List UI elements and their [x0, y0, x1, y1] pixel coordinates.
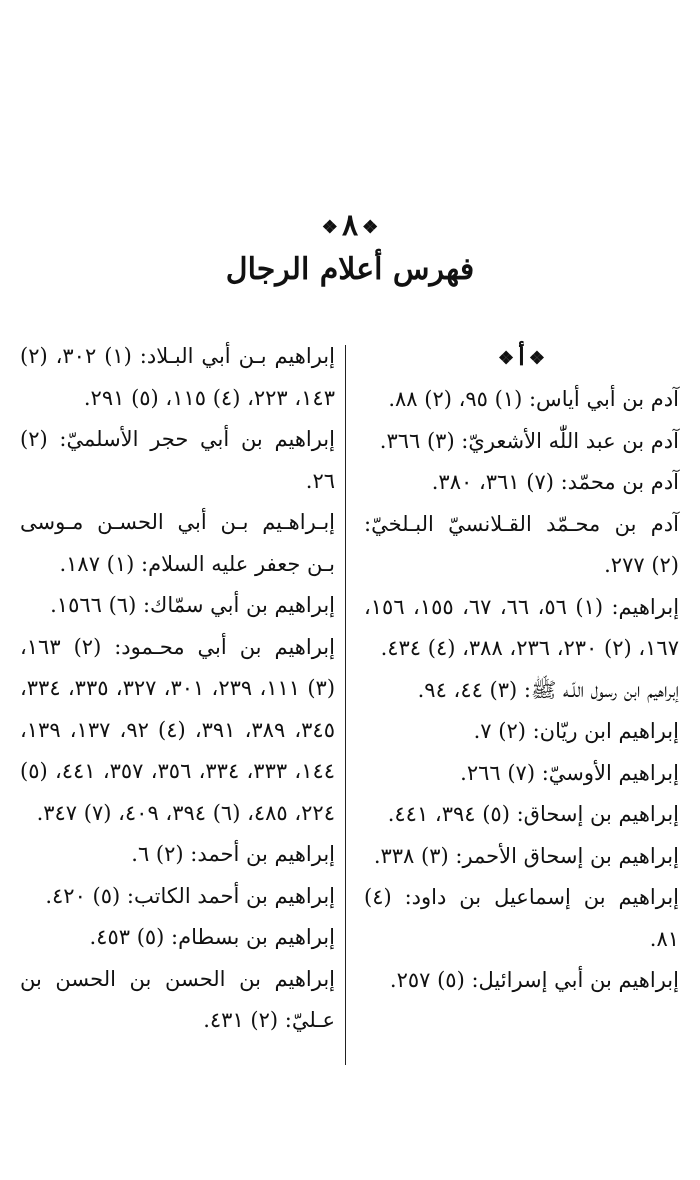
index-entry: إبراهيم بـن أبي البـلاد: (١) ٣٠٢، (٢) ١٤٣، ٢٢٣، (٤) ١١٥، (٥) ٢٩١. [20, 344, 335, 410]
column-divider [345, 345, 346, 1065]
section-letter: أ [518, 342, 525, 371]
index-entry: إبراهيم بن بسطام: (٥) ٤٥٣. [89, 925, 335, 949]
index-entry: آدم بن محـمّد القـلانسيّ البـلخيّ: (٢) ٢٧٧. [364, 511, 679, 578]
index-entry: إبـراهـيم بـن أبي الحسـن مـوسى بـن جعفر عليه السلام: (١) ١٨٧. [20, 510, 335, 576]
index-column-right [364, 336, 679, 1002]
index-entry: آدم بن عبد اللّٰه الأشعريّ: (٣) ٣٦٦. [379, 428, 679, 453]
index-entry: إبراهيم بن أبي سمّاك: (٦) ١٥٦٦. [50, 593, 335, 617]
ornament-icon: ❖ [362, 216, 379, 238]
ornament-icon: ❖ [498, 347, 515, 369]
index-entry: إبراهيم بن أحمد: (٢) ٦. [131, 842, 335, 866]
index-entry: آدم بن محمّد: (٧) ٣٦١، ٣٨٠. [431, 470, 679, 495]
index-entry: إبراهيم بن إسماعيل بن داود: (٤) ٨١. [364, 885, 679, 951]
index-entry: إبراهيم بن أحمد الكاتب: (٥) ٤٢٠. [45, 883, 335, 908]
index-entry: إبراهيم بن الحسن بن الحسن بن عـليّ: (٢) ٤٣١. [20, 966, 335, 1032]
ornament-icon: ❖ [528, 347, 545, 369]
ornament-icon: ❖ [321, 216, 338, 238]
index-entry: إبراهيم ابن رسول اللّـه ﷺ: (٣) ٤٤، ٩٤. [417, 677, 679, 702]
index-entry: إبراهيم بن أبي إسرائيل: (٥) ٢٥٧. [389, 968, 679, 993]
index-column-left [20, 336, 335, 1042]
index-entry: إبراهيم بن إسحاق: (٥) ٣٩٤، ٤٤١. [387, 802, 679, 827]
page-number-value: ٨ [341, 208, 359, 243]
index-entry: آدم بن أبي أياس: (١) ٩٥، (٢) ٨٨. [388, 387, 679, 412]
index-entry: إبراهيم ابن ريّان: (٢) ٧. [473, 719, 679, 744]
index-entry: إبراهيم الأوسيّ: (٧) ٢٦٦. [460, 760, 679, 785]
page-title: فهرس أعلام الرجال [225, 252, 475, 287]
section-heading [364, 336, 679, 379]
index-entry: إبراهيم بن أبي حجر الأسلميّ: (٢) ٢٦. [20, 427, 335, 493]
index-entry: إبراهيم بن أبي محـمود: (٢) ١٦٣، (٣) ١١١، ٢٣٩، ٣٠١، ٣٢٧، ٣٣٥، ٣٣٤، ٣٤٥، ٣٨٩، ٣٩١، (٤) ٩٢، ١٣٧، ١٣٩، ١٤٤، ٣٣٣، ٣٣٤، ٣٥٦، ٣٥٧، ٤٤١، (٥) ٢٢٤، ٤٨٥، (٦) ٣٩٤، ٤٠٩، (٧) ٣٤٧. [20, 634, 336, 825]
page-number [0, 208, 700, 243]
index-entry: إبراهيم: (١) ٥٦، ٦٦، ٦٧، ١٥٥، ١٥٦، ١٦٧، (٢) ٢٣٠، ٢٣٦، ٣٨٨، (٤) ٤٣٤. [364, 594, 680, 661]
index-entry: إبراهيم بن إسحاق الأحمر: (٣) ٣٣٨. [373, 843, 679, 868]
